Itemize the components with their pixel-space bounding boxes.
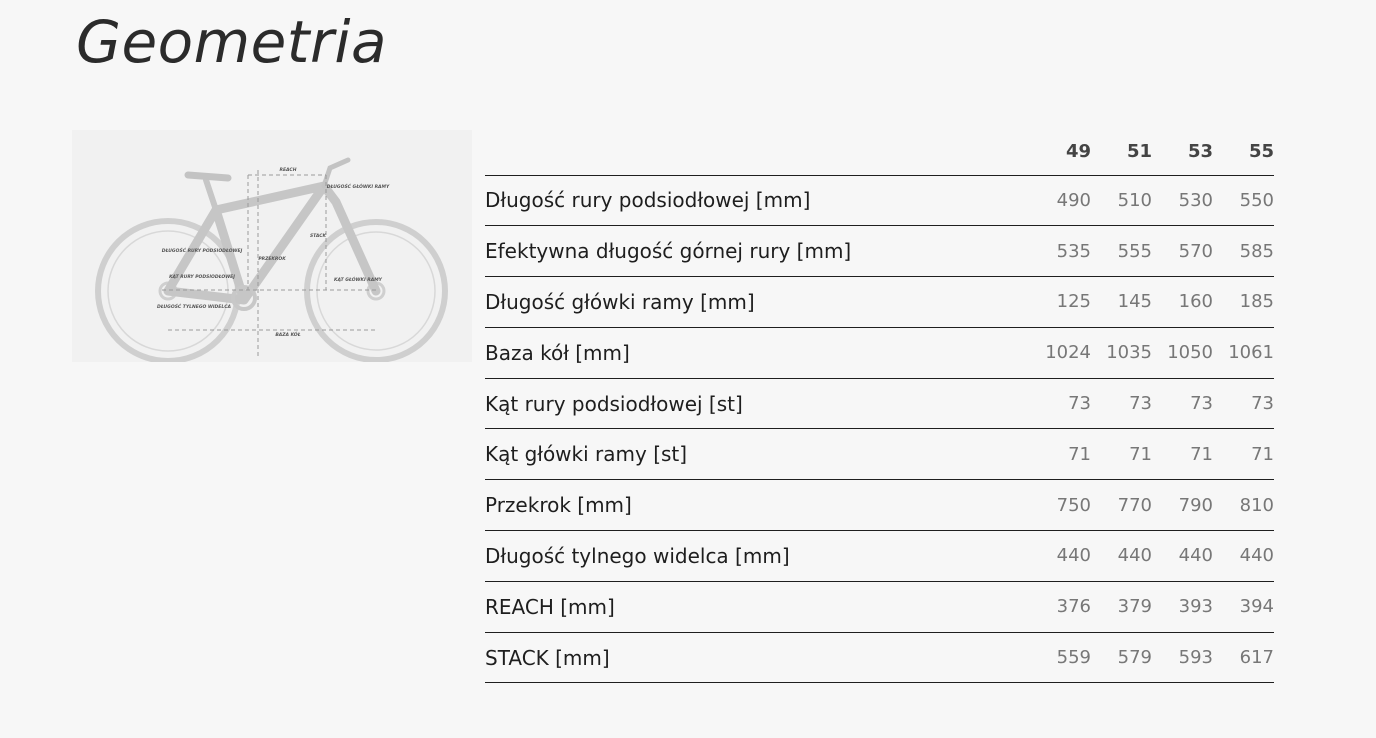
row-value: 535 xyxy=(1030,226,1091,277)
row-value: 617 xyxy=(1213,632,1274,683)
row-value: 1050 xyxy=(1152,327,1213,378)
table-row xyxy=(485,480,1274,531)
row-value: 394 xyxy=(1213,581,1274,632)
table-row xyxy=(485,327,1274,378)
row-value: 71 xyxy=(1091,429,1152,480)
row-label: REACH [mm] xyxy=(485,581,1030,632)
row-value: 185 xyxy=(1213,277,1274,328)
row-value: 530 xyxy=(1152,175,1213,226)
diagram-label-stack: STACK xyxy=(309,234,327,239)
row-label: Długość tylnego widelca [mm] xyxy=(485,531,1030,582)
table-row xyxy=(485,378,1274,429)
row-value: 73 xyxy=(1030,378,1091,429)
row-value: 440 xyxy=(1152,531,1213,582)
diagram-label-chainstay: DŁUGOŚĆ TYLNEGO WIDELCA xyxy=(156,305,232,310)
row-value: 73 xyxy=(1152,378,1213,429)
diagram-label-seat-angle: KĄT RURY PODSIODŁOWEJ xyxy=(169,275,235,280)
size-header: 53 xyxy=(1152,128,1213,175)
row-value: 585 xyxy=(1213,226,1274,277)
row-label: STACK [mm] xyxy=(485,632,1030,683)
table-row xyxy=(485,429,1274,480)
row-value: 71 xyxy=(1152,429,1213,480)
row-label: Baza kół [mm] xyxy=(485,327,1030,378)
row-value: 550 xyxy=(1213,175,1274,226)
row-value: 593 xyxy=(1152,632,1213,683)
row-value: 770 xyxy=(1091,480,1152,531)
row-value: 490 xyxy=(1030,175,1091,226)
table-header-row xyxy=(485,128,1274,175)
row-value: 160 xyxy=(1152,277,1213,328)
row-value: 440 xyxy=(1030,531,1091,582)
row-value: 440 xyxy=(1091,531,1152,582)
row-value: 440 xyxy=(1213,531,1274,582)
row-label: Przekrok [mm] xyxy=(485,480,1030,531)
size-header: 49 xyxy=(1030,128,1091,175)
table-row xyxy=(485,531,1274,582)
table-row xyxy=(485,632,1274,683)
row-value: 71 xyxy=(1213,429,1274,480)
row-value: 376 xyxy=(1030,581,1091,632)
row-value: 145 xyxy=(1091,277,1152,328)
row-value: 393 xyxy=(1152,581,1213,632)
row-value: 1061 xyxy=(1213,327,1274,378)
row-label: Efektywna długość górnej rury [mm] xyxy=(485,226,1030,277)
diagram-label-head-angle: KĄT GŁÓWKI RAMY xyxy=(334,278,382,283)
row-value: 73 xyxy=(1213,378,1274,429)
table-row xyxy=(485,226,1274,277)
row-value: 750 xyxy=(1030,480,1091,531)
row-value: 570 xyxy=(1152,226,1213,277)
row-value: 579 xyxy=(1091,632,1152,683)
diagram-label-seat-tube: DŁUGOŚĆ RURY PODSIODŁOWEJ xyxy=(161,249,243,254)
diagram-label-reach: REACH xyxy=(279,168,297,173)
bike-geometry-diagram xyxy=(72,130,472,362)
table-header-blank xyxy=(485,128,1030,175)
row-value: 559 xyxy=(1030,632,1091,683)
diagram-label-head-tube: DŁUGOŚĆ GŁÓWKI RAMY xyxy=(326,185,390,190)
diagram-label-standover: PRZEKROK xyxy=(258,257,286,262)
table-row xyxy=(485,581,1274,632)
row-value: 555 xyxy=(1091,226,1152,277)
row-value: 73 xyxy=(1091,378,1152,429)
row-label: Długość główki ramy [mm] xyxy=(485,277,1030,328)
row-value: 125 xyxy=(1030,277,1091,328)
geometry-table xyxy=(485,128,1274,683)
row-label: Kąt główki ramy [st] xyxy=(485,429,1030,480)
row-value: 790 xyxy=(1152,480,1213,531)
size-header: 51 xyxy=(1091,128,1152,175)
page-title: Geometria xyxy=(76,8,388,76)
row-value: 71 xyxy=(1030,429,1091,480)
row-value: 379 xyxy=(1091,581,1152,632)
row-value: 510 xyxy=(1091,175,1152,226)
row-value: 810 xyxy=(1213,480,1274,531)
table-row xyxy=(485,175,1274,226)
table-row xyxy=(485,277,1274,328)
row-label: Długość rury podsiodłowej [mm] xyxy=(485,175,1030,226)
row-value: 1035 xyxy=(1091,327,1152,378)
bike-illustration xyxy=(72,130,472,362)
row-value: 1024 xyxy=(1030,327,1091,378)
diagram-label-wheelbase: BAZA KÓŁ xyxy=(275,333,301,338)
row-label: Kąt rury podsiodłowej [st] xyxy=(485,378,1030,429)
size-header: 55 xyxy=(1213,128,1274,175)
